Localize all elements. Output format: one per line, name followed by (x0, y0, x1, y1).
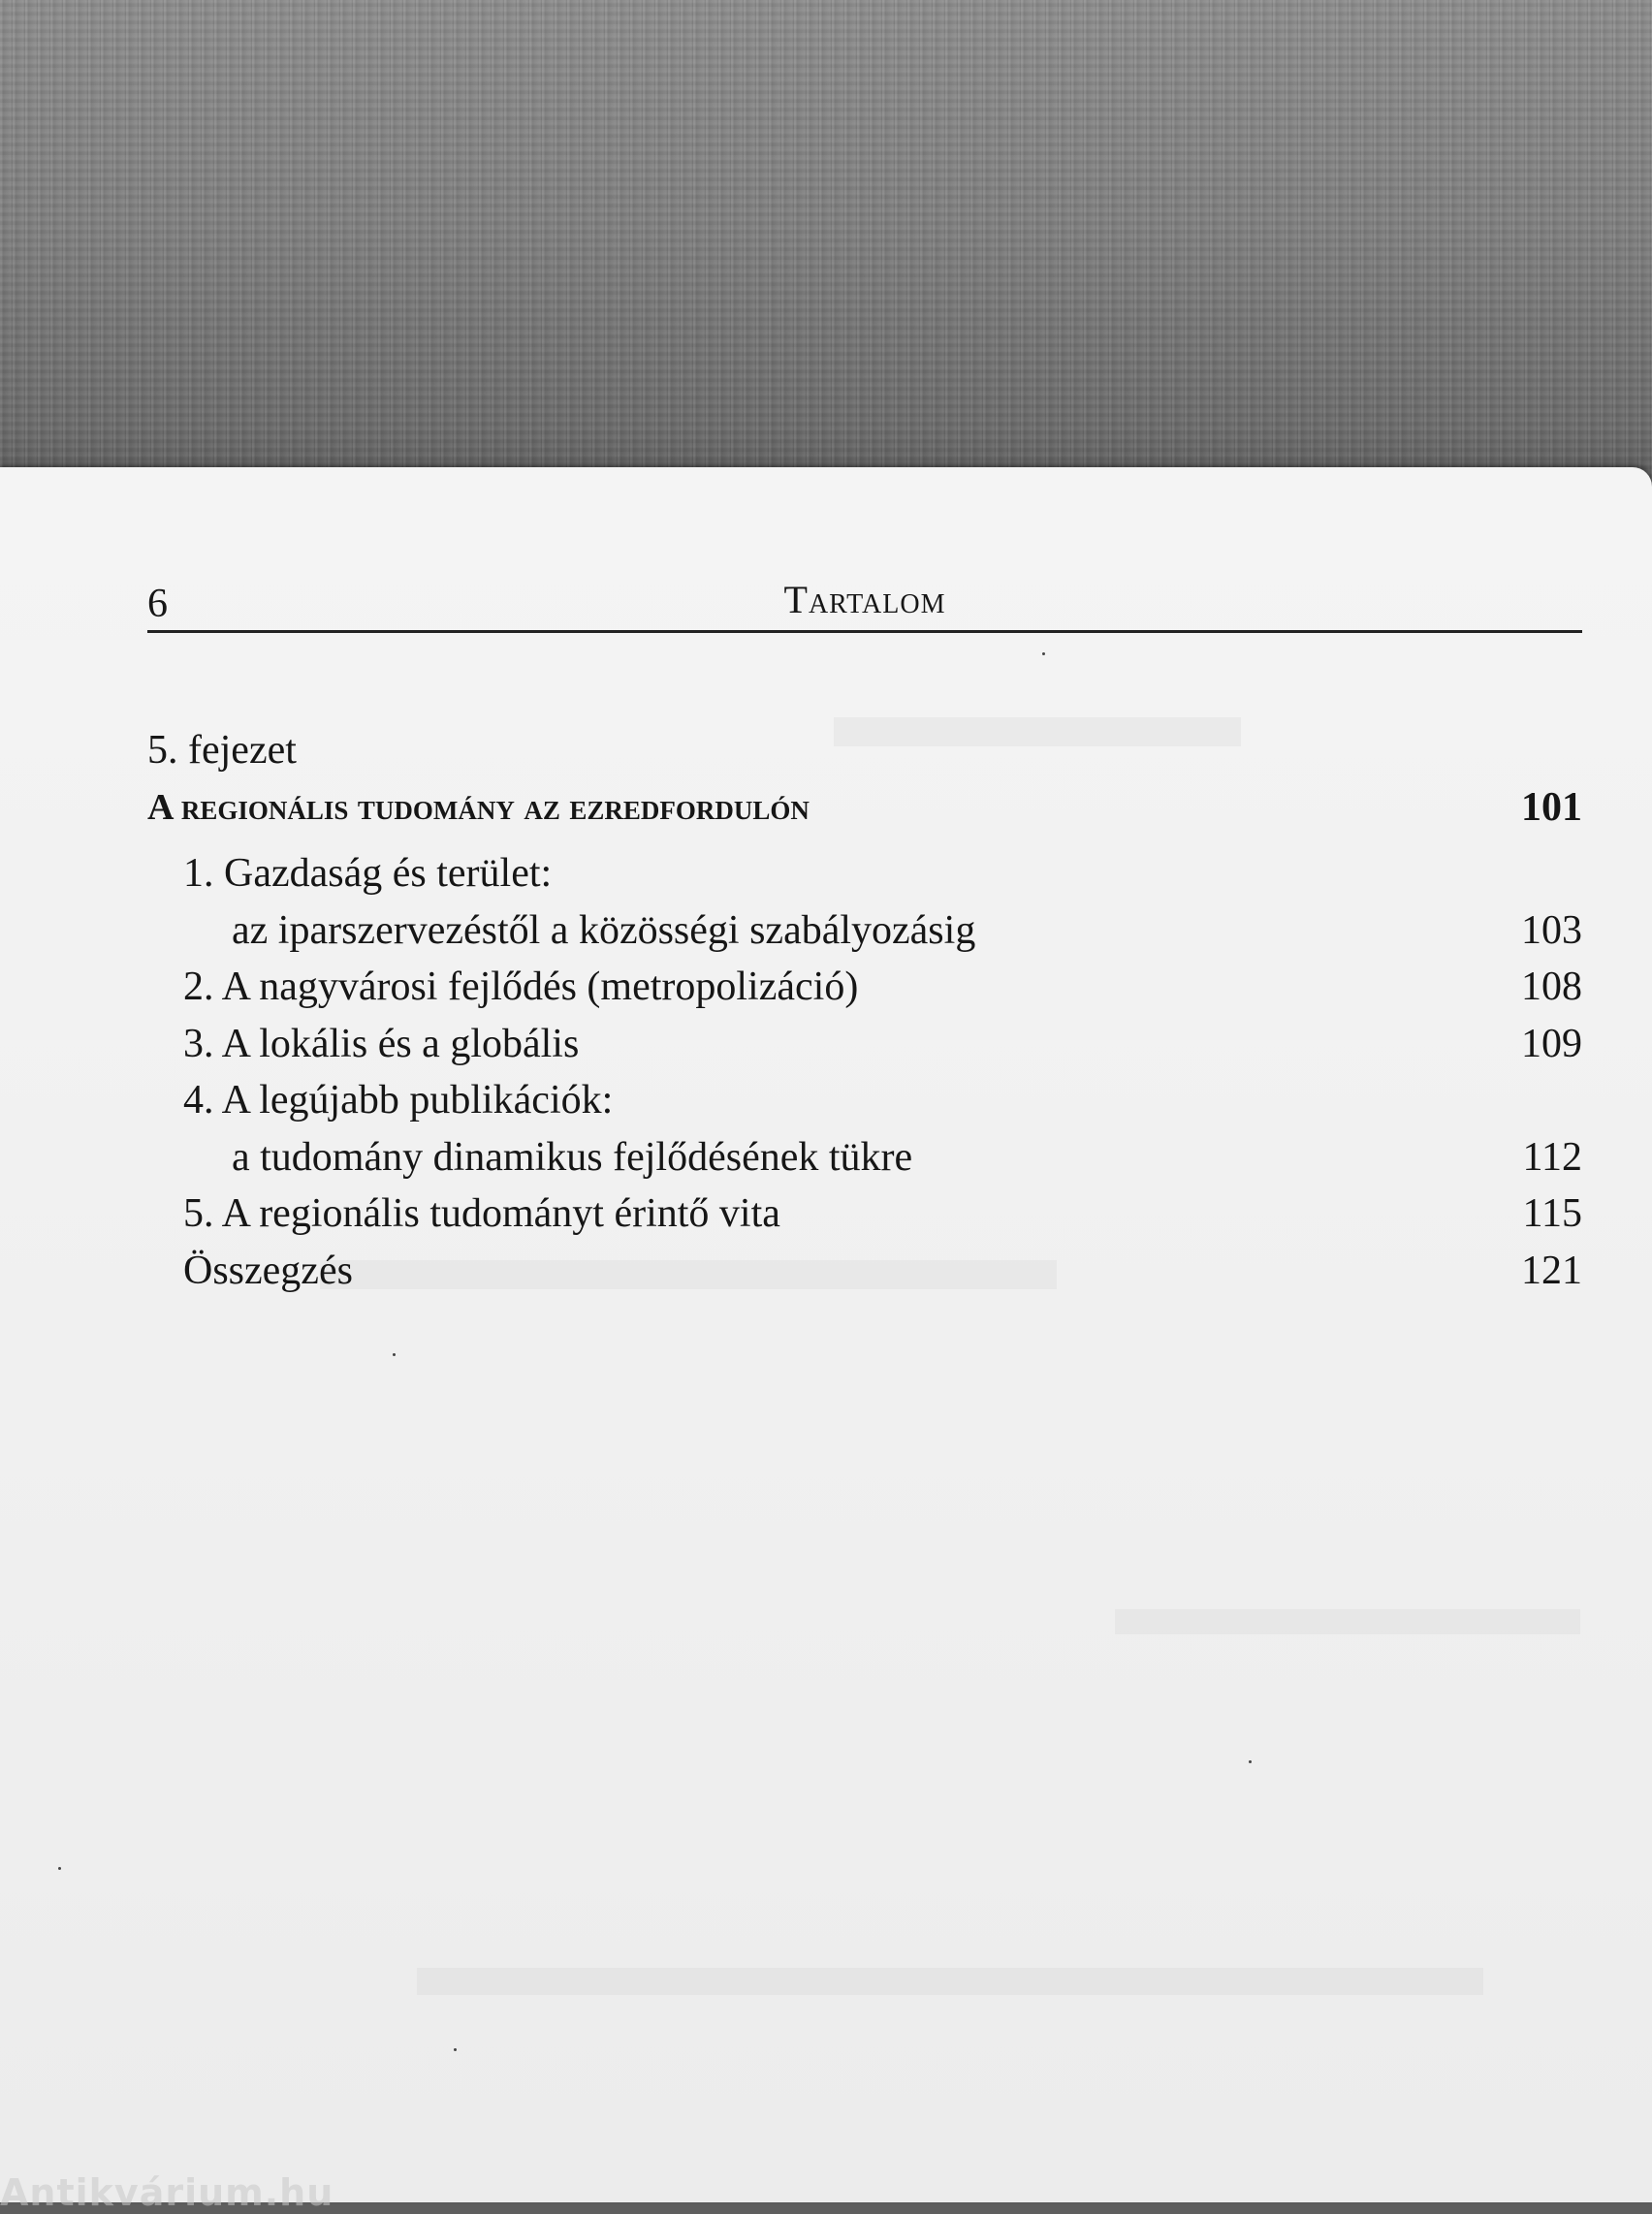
chapter-label: 5. fejezet (147, 728, 297, 773)
paper-speck (393, 1353, 396, 1356)
page-number: 6 (147, 582, 168, 626)
toc-entry (147, 1072, 1582, 1186)
toc-entry-row (183, 902, 1582, 960)
toc-entry-line: 5. A regionális tudományt érintő vita (183, 1191, 780, 1236)
watermark: Antikvárium.hu (0, 2171, 334, 2214)
paper-speck (1249, 1760, 1252, 1763)
table-of-contents (147, 722, 1582, 1299)
toc-entry-page: 115 (1522, 1191, 1582, 1236)
chapter-heading-row (147, 779, 1582, 837)
toc-entry (147, 1016, 1582, 1073)
toc-entry-line: 2. A nagyvárosi fejlődés (metropolizáció) (183, 965, 859, 1009)
page-header (147, 577, 1582, 635)
paper-speck (454, 2048, 457, 2051)
toc-entry (147, 1186, 1582, 1243)
toc-entry-line: 4. A legújabb publikációk: (183, 1078, 614, 1123)
toc-entry-row (183, 1129, 1582, 1186)
toc-entry (147, 1243, 1582, 1300)
running-title: Tartalom (783, 578, 946, 621)
chapter-page-number: 101 (1521, 784, 1582, 830)
toc-entry-page: 112 (1522, 1134, 1582, 1180)
show-through-block (417, 1968, 1483, 1995)
toc-entry-page: 121 (1521, 1248, 1582, 1293)
toc-entry-page: 109 (1521, 1021, 1582, 1066)
chapter-title: A regionális tudomány az ezredfordulón (147, 786, 810, 828)
toc-entry (147, 959, 1582, 1016)
toc-entry-line: az iparszervezéstől a közösségi szabályozásig (232, 907, 976, 953)
show-through-block (1115, 1609, 1580, 1634)
toc-entry-page: 103 (1521, 907, 1582, 953)
toc-entry-line: 3. A lokális és a globális (183, 1021, 580, 1066)
background-surface (0, 0, 1652, 504)
toc-entry-line: Összegzés (183, 1248, 353, 1293)
header-rule (147, 630, 1582, 633)
toc-entry-line: 1. Gazdaság és terület: (183, 851, 553, 896)
paper-speck (1042, 652, 1045, 655)
toc-entry-page: 108 (1521, 965, 1582, 1009)
toc-entry-line: a tudomány dinamikus fejlődésének tükre (232, 1134, 913, 1180)
toc-entry (147, 845, 1582, 959)
paper-speck (58, 1867, 61, 1870)
